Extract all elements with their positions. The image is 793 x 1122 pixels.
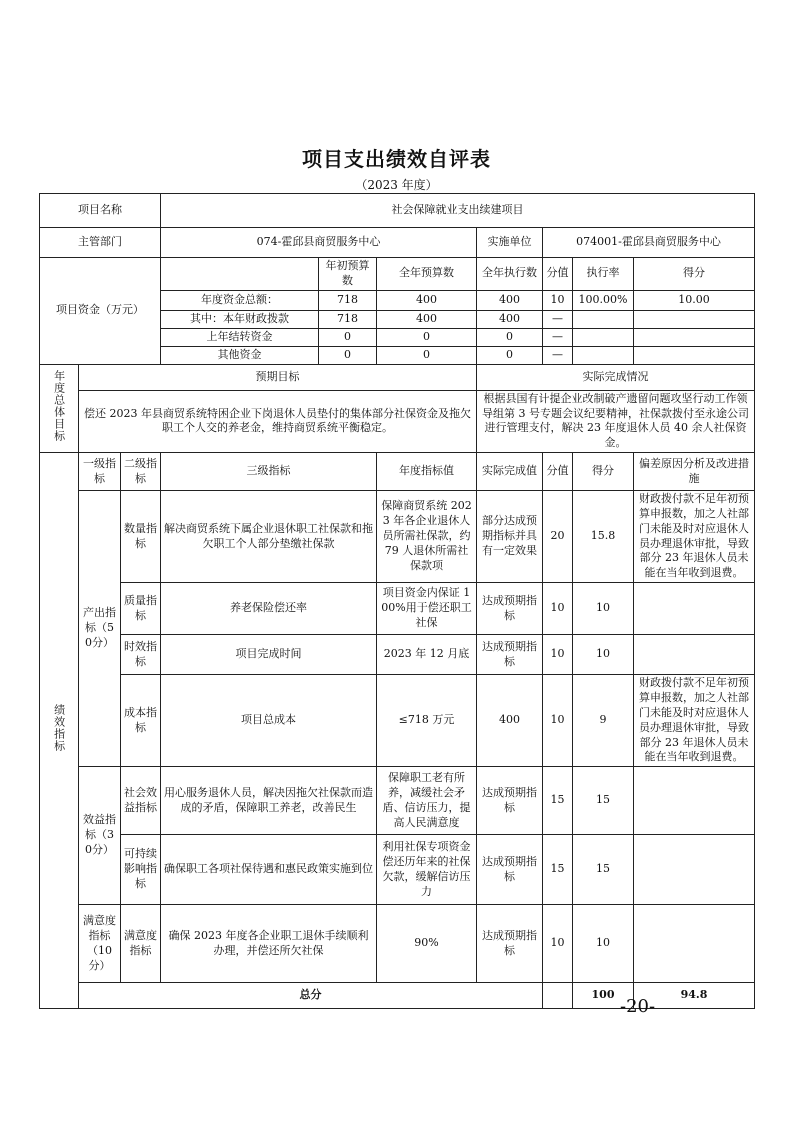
funds-row-initial: 0 <box>319 328 377 346</box>
perf-row <box>40 635 755 675</box>
funds-row-points: — <box>543 310 573 328</box>
target-cell: 保障商贸系统 2023 年各企业退休人员所需社保款，约 79 人退休所需社保款项 <box>377 491 477 583</box>
dept-label: 主管部门 <box>40 228 161 258</box>
funds-row-points: 10 <box>543 290 573 310</box>
funds-row-executed: 0 <box>477 346 543 364</box>
perf-label-cell <box>40 453 79 1009</box>
funds-row-executed: 400 <box>477 290 543 310</box>
level2-cell: 社会效益指标 <box>121 767 161 835</box>
funds-row-score <box>634 328 755 346</box>
funds-header-score: 得分 <box>634 258 755 291</box>
actual-cell: 达成预期指标 <box>477 635 543 675</box>
department-row <box>40 228 755 258</box>
level3-cell: 养老保险偿还率 <box>161 583 377 635</box>
funds-header-rate: 执行率 <box>573 258 634 291</box>
points-cell: 10 <box>543 583 573 635</box>
level1-output: 产出指标（50分） <box>79 491 121 767</box>
score-cell: 10 <box>573 635 634 675</box>
points-cell: 15 <box>543 835 573 905</box>
deviation-cell <box>634 635 755 675</box>
deviation-cell <box>634 905 755 983</box>
funds-header-initial: 年初预算数 <box>319 258 377 291</box>
level3-cell: 确保 2023 年度各企业职工退休手续顺利办理，并偿还所欠社保 <box>161 905 377 983</box>
level3-cell: 项目完成时间 <box>161 635 377 675</box>
self-evaluation-table <box>39 193 755 1009</box>
perf-header-deviation: 偏差原因分析及改进措施 <box>634 453 755 491</box>
target-cell: ≤718 万元 <box>377 675 477 767</box>
perf-row <box>40 835 755 905</box>
perf-header-points: 分值 <box>543 453 573 491</box>
points-cell: 10 <box>543 905 573 983</box>
points-cell: 10 <box>543 675 573 767</box>
page-title: 项目支出绩效自评表 <box>302 147 491 171</box>
target-cell: 90% <box>377 905 477 983</box>
perf-row <box>40 767 755 835</box>
deviation-cell <box>634 767 755 835</box>
funds-row-name: 年度资金总额： <box>161 290 319 310</box>
funds-row-rate: 100.00% <box>573 290 634 310</box>
level3-cell: 用心服务退休人员，解决因拖欠社保款而造成的矛盾，保障职工养老，改善民生 <box>161 767 377 835</box>
goals-label: 年度总体目标 <box>52 369 66 442</box>
total-label: 总分 <box>79 983 543 1009</box>
actual-cell: 400 <box>477 675 543 767</box>
funds-row-name: 其中：本年财政拨款 <box>161 310 319 328</box>
perf-header-level2: 二级指标 <box>121 453 161 491</box>
dept-value: 074-霍邱县商贸服务中心 <box>161 228 477 258</box>
funds-blank-header <box>161 258 319 291</box>
funds-row-points: — <box>543 346 573 364</box>
actual-cell: 达成预期指标 <box>477 835 543 905</box>
goals-header-row <box>40 364 755 390</box>
funds-header-annual: 全年预算数 <box>377 258 477 291</box>
points-cell: 20 <box>543 491 573 583</box>
funds-row-annual: 400 <box>377 310 477 328</box>
target-cell: 项目资金内保证 100%用于偿还职工社保 <box>377 583 477 635</box>
funds-row-annual: 0 <box>377 328 477 346</box>
level3-cell: 解决商贸系统下属企业退休职工社保款和拖欠职工个人部分垫缴社保款 <box>161 491 377 583</box>
funds-row-executed: 0 <box>477 328 543 346</box>
score-cell: 10 <box>573 905 634 983</box>
page-number: -20- <box>620 996 656 1017</box>
impl-value: 074001-霍邱县商贸服务中心 <box>543 228 755 258</box>
goals-expected-header: 预期目标 <box>79 364 477 390</box>
project-name-row <box>40 194 755 228</box>
level2-cell: 数量指标 <box>121 491 161 583</box>
funds-row-score: 10.00 <box>634 290 755 310</box>
perf-header-row <box>40 453 755 491</box>
score-cell: 10 <box>573 583 634 635</box>
level2-cell: 可持续影响指标 <box>121 835 161 905</box>
funds-row-rate <box>573 310 634 328</box>
level3-cell: 项目总成本 <box>161 675 377 767</box>
funds-header-executed: 全年执行数 <box>477 258 543 291</box>
level1-satisfaction: 满意度指标（10分） <box>79 905 121 983</box>
level1-benefit: 效益指标（30分） <box>79 767 121 905</box>
funds-row-rate <box>573 328 634 346</box>
goals-actual: 根据县国有计提企业改制破产遗留问题攻坚行动工作领导组第 3 号专题会议纪要精神，社保款拨付至永途公司进行管理支付，解决 23 年度退休人员 40 余人社保资金。 <box>477 390 755 452</box>
level2-cell: 满意度指标 <box>121 905 161 983</box>
funds-row-initial: 718 <box>319 310 377 328</box>
target-cell: 保障职工老有所养，减缓社会矛盾、信访压力，提高人民满意度 <box>377 767 477 835</box>
points-cell: 10 <box>543 635 573 675</box>
actual-cell: 达成预期指标 <box>477 583 543 635</box>
funds-row-name: 上年结转资金 <box>161 328 319 346</box>
year-subtitle: （2023 年度） <box>355 178 438 192</box>
funds-header-points: 分值 <box>543 258 573 291</box>
score-cell: 15 <box>573 767 634 835</box>
funds-row-initial: 718 <box>319 290 377 310</box>
actual-cell: 达成预期指标 <box>477 767 543 835</box>
deviation-cell <box>634 835 755 905</box>
perf-header-target: 年度指标值 <box>377 453 477 491</box>
goals-label-cell <box>40 364 79 452</box>
goals-content-row <box>40 390 755 452</box>
funds-row-score <box>634 310 755 328</box>
perf-row <box>40 905 755 983</box>
score-cell: 15.8 <box>573 491 634 583</box>
points-cell: 15 <box>543 767 573 835</box>
funds-header-row <box>40 258 755 291</box>
level3-cell: 确保职工各项社保待遇和惠民政策实施到位 <box>161 835 377 905</box>
goals-expected: 偿还 2023 年县商贸系统特困企业下岗退休人员垫付的集体部分社保资金及拖欠职工个人交的养老金，维持商贸系统平衡稳定。 <box>79 390 477 452</box>
level2-cell: 时效指标 <box>121 635 161 675</box>
perf-row <box>40 491 755 583</box>
score-cell: 9 <box>573 675 634 767</box>
goals-actual-header: 实际完成情况 <box>477 364 755 390</box>
level2-cell: 质量指标 <box>121 583 161 635</box>
perf-header-actual: 实际完成值 <box>477 453 543 491</box>
actual-cell: 部分达成预期指标并具有一定效果 <box>477 491 543 583</box>
total-score: 94.8 <box>634 983 755 1009</box>
total-points: 100 <box>573 983 634 1009</box>
funds-row-score <box>634 346 755 364</box>
perf-header-level1: 一级指标 <box>79 453 121 491</box>
impl-label: 实施单位 <box>477 228 543 258</box>
target-cell: 利用社保专项资金偿还历年来的社保欠款，缓解信访压力 <box>377 835 477 905</box>
perf-row <box>40 675 755 767</box>
target-cell: 2023 年 12 月底 <box>377 635 477 675</box>
perf-row <box>40 583 755 635</box>
deviation-cell: 财政拨付款不足年初预算申报数，加之人社部门未能及时对应退休人员办理退休审批，导致部分 23 年退休人员未能在当年收到退费。 <box>634 675 755 767</box>
funds-row-rate <box>573 346 634 364</box>
funds-row-annual: 400 <box>377 290 477 310</box>
funds-row-name: 其他资金 <box>161 346 319 364</box>
funds-row-initial: 0 <box>319 346 377 364</box>
total-blank <box>543 983 573 1009</box>
project-name-value: 社会保障就业支出续建项目 <box>161 194 755 228</box>
funds-row-points: — <box>543 328 573 346</box>
actual-cell: 达成预期指标 <box>477 905 543 983</box>
funds-row-annual: 0 <box>377 346 477 364</box>
perf-label: 绩效指标 <box>52 704 66 753</box>
funds-row-executed: 400 <box>477 310 543 328</box>
funds-label: 项目资金（万元） <box>40 258 161 365</box>
perf-header-score: 得分 <box>573 453 634 491</box>
deviation-cell <box>634 583 755 635</box>
project-name-label: 项目名称 <box>40 194 161 228</box>
perf-header-level3: 三级指标 <box>161 453 377 491</box>
score-cell: 15 <box>573 835 634 905</box>
level2-cell: 成本指标 <box>121 675 161 767</box>
deviation-cell: 财政拨付款不足年初预算申报数，加之人社部门未能及时对应退休人员办理退休审批，导致部分 23 年退休人员未能在当年收到退费。 <box>634 491 755 583</box>
